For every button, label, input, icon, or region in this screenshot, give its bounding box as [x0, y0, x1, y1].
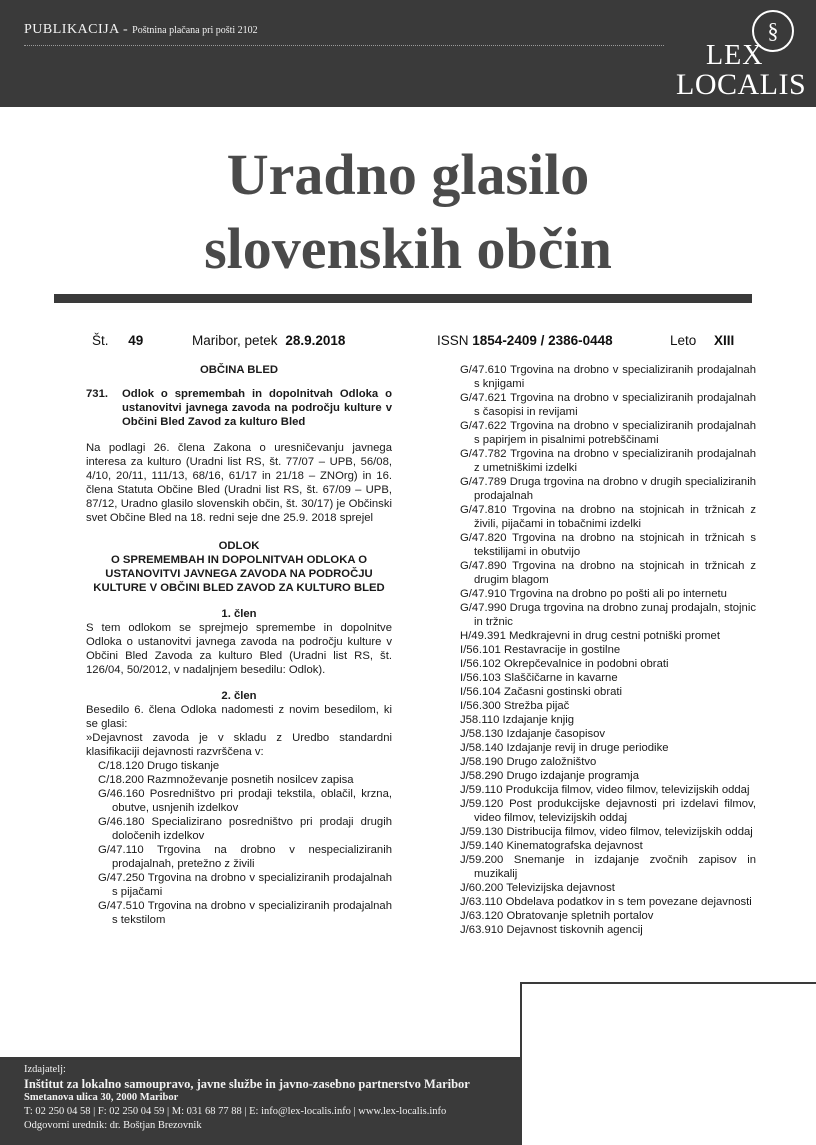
- logo-lex: LEX: [706, 40, 764, 71]
- right-column: [460, 363, 756, 937]
- list-item: J/60.200 Televizijska dejavnost: [460, 882, 615, 894]
- list-item: I/56.104 Začasni gostinski obrati: [460, 686, 623, 698]
- list-item: G/47.621 Trgovina na drobno v specializiranih prodajalnah s časopisi in revijami: [460, 392, 756, 418]
- postage-note: Poštnina plačana pri pošti 2102: [132, 25, 258, 36]
- list-item: G/47.510 Trgovina na drobno v specializiranih prodajalnah s tekstilom: [98, 900, 392, 926]
- list-item: G/47.622 Trgovina na drobno v specializiranih prodajalnah s papirjem in pisalnimi potrebščinami: [460, 420, 756, 446]
- list-item: J/63.120 Obratovanje spletnih portalov: [460, 910, 654, 922]
- list-item: I/56.300 Strežba pijač: [460, 700, 570, 712]
- issue-date-value: 28.9.2018: [285, 333, 346, 348]
- list-item: C/18.200 Razmnoževanje posnetih nosilcev zapisa: [98, 774, 354, 786]
- list-item: J/58.290 Drugo izdajanje programja: [460, 770, 639, 782]
- activity-list-left: [86, 759, 392, 927]
- activity-list-right: [460, 363, 756, 937]
- list-item: G/46.180 Specializirano posredništvo pri prodaji drugih določenih izdelkov: [98, 816, 392, 842]
- article-2-text: Besedilo 6. člena Odloka nadomesti z novim besedilom, ki se glasi:: [86, 704, 392, 730]
- preamble: Na podlagi 26. člena Zakona o uresničevanju javnega interesa za kulturo (Uradni list RS, št. 77/07 – UPB, 56/08, 4/10, 20/11, 111/13, 68/16, 61/17 in 21/18 – ZNOrg) in 16. člena Statuta Občine Bled (Uradni list RS, št. 67/09 – UPB, 87/12, Uradno glasilo slovenskih občin, št. 30/17) je Občinski svet Občine Bled na 18. redni seje dne 25.9. 2018 sprejel: [86, 442, 392, 524]
- year-label: Leto: [670, 333, 697, 348]
- article-2-heading: 2. člen: [221, 690, 257, 702]
- left-column: [86, 363, 392, 927]
- article-2-quote: »Dejavnost zavoda je v skladu z Uredbo standardni klasifikaciji dejavnosti razvrščena v:: [86, 732, 392, 758]
- section-sign-icon: §: [752, 10, 794, 52]
- list-item: G/47.782 Trgovina na drobno v specializiranih prodajalnah z umetniškimi izdelki: [460, 448, 756, 474]
- list-item: G/47.910 Trgovina na drobno po pošti ali po internetu: [460, 588, 727, 600]
- list-item: J/59.120 Post produkcijske dejavnosti pri izdelavi filmov, video filmov, televizijskih oddaj: [460, 798, 756, 824]
- list-item: J58.110 Izdajanje knjig: [460, 714, 575, 726]
- footer-imprint: [24, 1063, 470, 1133]
- municipality-heading: OBČINA BLED: [199, 364, 279, 376]
- issn-label: ISSN: [437, 333, 469, 348]
- act-title: ODLOK: [218, 540, 260, 552]
- issue-year: [670, 333, 734, 348]
- issue-issn: [437, 333, 613, 348]
- list-item: J/59.110 Produkcija filmov, video filmov, televizijskih oddaj: [460, 784, 750, 796]
- publication-name: PUBLIKACIJA: [24, 22, 119, 37]
- article-1-heading: 1. člen: [221, 608, 257, 620]
- list-item: J/58.190 Drugo založništvo: [460, 756, 597, 768]
- publisher-name: Inštitut za lokalno samoupravo, javne službe in javno-zasebno partnerstvo Maribor: [24, 1077, 470, 1091]
- issue-number-label: Št.: [92, 333, 109, 348]
- list-item: J/58.130 Izdajanje časopisov: [460, 728, 606, 740]
- list-item: G/47.110 Trgovina na drobno v nespecializiranih prodajalnah, pretežno z živili: [98, 844, 392, 870]
- list-item: G/47.890 Trgovina na drobno na stojnicah in tržnicah z drugim blagom: [460, 560, 756, 586]
- gazette-title: [0, 138, 816, 286]
- issn-value: 1854-2409 / 2386-0448: [472, 333, 613, 348]
- publisher-label: Izdajatelj:: [24, 1064, 66, 1075]
- issue-number-value: 49: [128, 333, 144, 348]
- list-item: J/59.130 Distribucija filmov, video filmov, televizijskih oddaj: [460, 826, 753, 838]
- issue-number: [92, 333, 143, 348]
- issue-place: Maribor, petek: [192, 333, 278, 348]
- list-item: J/59.140 Kinematografska dejavnost: [460, 840, 643, 852]
- logo-localis: LOCALIS: [676, 68, 807, 101]
- list-item: H/49.391 Medkrajevni in drug cestni potniški promet: [460, 630, 720, 642]
- publisher-contacts: T: 02 250 04 58 | F: 02 250 04 59 | M: 031 68 77 88 | E: info@lex-localis.info | www.lex-localis.info: [24, 1106, 447, 1117]
- issue-date: [192, 333, 345, 348]
- gazette-title-line2: slovenskih občin: [204, 216, 612, 281]
- list-item: G/47.820 Trgovina na drobno na stojnicah in tržnicah s tekstilijami in obutvijo: [460, 532, 756, 558]
- act-subtitle: O SPREMEMBAH IN DOPOLNITVAH ODLOKA O USTANOVITVI JAVNEGA ZAVODA NA PODROČJU KULTURE V OBČINI BLED ZAVOD ZA KULTURO BLED: [93, 554, 385, 594]
- list-item: G/47.610 Trgovina na drobno v specializiranih prodajalnah s knjigami: [460, 364, 756, 390]
- item-title: Odlok o spremembah in dopolnitvah Odloka o ustanovitvi javnega zavoda na področju kulture v Občini Bled Zavod za kulturo Bled: [122, 388, 392, 428]
- list-item: C/18.120 Drugo tiskanje: [98, 760, 220, 772]
- list-item: J/58.140 Izdajanje revij in druge periodike: [460, 742, 669, 754]
- list-item: J/59.200 Snemanje in izdajanje zvočnih zapisov in muzikalij: [460, 854, 756, 880]
- list-item: I/56.102 Okrepčevalnice in podobni obrati: [460, 658, 669, 670]
- publisher-address: Smetanova ulica 30, 2000 Maribor: [24, 1092, 179, 1103]
- list-item: J/63.910 Dejavnost tiskovnih agencij: [460, 924, 643, 936]
- publication-label: [24, 22, 258, 38]
- list-item: G/47.250 Trgovina na drobno v specializiranih prodajalnah s pijačami: [98, 872, 392, 898]
- header-dotted-rule: [24, 45, 664, 46]
- article-1-text: S tem odlokom se sprejmejo spremembe in dopolnitve Odloka o ustanovitvi javnega zavoda na področju kulture v Občini Bled Zavoda za kulturo Bled (Uradni list RS, št. 126/04, 50/2012, v nadaljnjem besedilu: Odlok).: [86, 622, 392, 676]
- publication-separator: -: [122, 22, 129, 37]
- list-item: I/56.103 Slaščičarne in kavarne: [460, 672, 618, 684]
- blank-address-box: [520, 982, 816, 1145]
- list-item: I/56.101 Restavracije in gostilne: [460, 644, 621, 656]
- year-value: XIII: [714, 333, 735, 348]
- gazette-item: [86, 387, 392, 429]
- responsible-editor: Odgovorni urednik: dr. Boštjan Brezovnik: [24, 1120, 202, 1131]
- list-item: G/46.160 Posredništvo pri prodaji tekstila, oblačil, krzna, obutve, usnjenih izdelkov: [98, 788, 392, 814]
- gazette-title-line1: Uradno glasilo: [226, 142, 590, 207]
- list-item: G/47.810 Trgovina na drobno na stojnicah in tržnicah z živili, pijačami in tobačnimi izdelki: [460, 504, 756, 530]
- title-rule: [54, 294, 752, 303]
- list-item: G/47.990 Druga trgovina na drobno zunaj prodajaln, stojnic in tržnic: [460, 602, 756, 628]
- list-item: G/47.789 Druga trgovina na drobno v drugih specializiranih prodajalnah: [460, 476, 756, 502]
- item-number: 731.: [86, 388, 108, 400]
- list-item: J/63.110 Obdelava podatkov in s tem povezane dejavnosti: [460, 896, 752, 908]
